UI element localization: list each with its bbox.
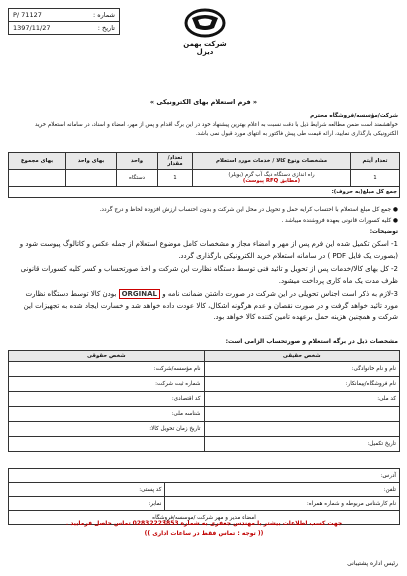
bullet-1-text: جمع کل مبلغ استعلام با احتساب کرایه حمل و تحویل در محل این شرکت و بدون احتساب ارزش افزوده لحاظ و درج گردد. xyxy=(99,207,392,213)
contact-table xyxy=(8,468,400,525)
table-row xyxy=(9,170,400,187)
field-full-name[interactable]: نام و نام خانوادگی: xyxy=(204,362,400,377)
field-completion-date[interactable]: تاریخ تکمیل: xyxy=(204,437,400,452)
footer-info xyxy=(10,520,398,527)
field-economic-code[interactable]: کد اقتصادی: xyxy=(9,392,205,407)
table-row xyxy=(9,483,400,497)
field-empty-3[interactable] xyxy=(9,437,205,452)
field-phone[interactable]: تلفن: xyxy=(165,483,400,497)
seller-header-row xyxy=(9,351,400,362)
col-total: بهای مجموع xyxy=(9,153,66,170)
field-fax[interactable]: نمابر: xyxy=(9,497,165,511)
col-qty: تعداد/مقدار xyxy=(158,153,193,170)
table-row xyxy=(9,422,400,437)
footer-phone: 02832223853 xyxy=(132,520,179,527)
note-1: 1- اسکن تکمیل شده این فرم پس از مهر و امضاء مجاز و مشخصات کامل موضوع استعلام از جمله عکس و کاتالوگ پیوست شود و (بصورت یک فایل PDF ) در سامانه استعلام خرید الکترونیکی بارگذاری گردد. xyxy=(19,240,398,260)
number-row xyxy=(9,9,119,21)
col-description: مشخصات ونوع کالا / خدمات مورد استعلام xyxy=(193,153,351,170)
table-row xyxy=(9,377,400,392)
form-title: « فرم استعلام بهای الکترونیکی » xyxy=(149,98,258,106)
col-index: تعداد آیتم xyxy=(351,153,400,170)
signer-title: رئیس اداره پشتیبانی xyxy=(347,560,398,567)
col-unit-price: بهای واحد xyxy=(66,153,117,170)
notes-block xyxy=(10,206,398,326)
table-row xyxy=(9,469,400,483)
field-registration-number[interactable]: شماره ثبت شرکت: xyxy=(9,377,205,392)
row-unit-price[interactable] xyxy=(66,170,117,187)
footer-info-prefix: جهت کسب اطلاعات بیشتر با مهندس جعفری به شماره xyxy=(180,520,343,527)
field-company-name[interactable]: نام مؤسسه/شرکت: xyxy=(9,362,205,377)
note-3-part-1: 3-لازم به ذکر است اجناس تحویلی در این شرکت در صورت داشتن ضمانت نامه و xyxy=(162,290,398,298)
row-description: راه اندازی دستگاه دیگ آب گرم (بویلر) xyxy=(228,172,315,178)
field-national-id[interactable]: شناسه ملی: xyxy=(9,407,205,422)
footer-block xyxy=(10,520,398,537)
number-value: P/ 71127 xyxy=(13,11,42,19)
col-unit: واحد xyxy=(117,153,158,170)
row-description-cell xyxy=(193,170,351,187)
field-empty-2[interactable] xyxy=(204,422,400,437)
bullet-1: ● جمع کل مبلغ استعلام با احتساب کرایه حمل و تحویل در محل این شرکت و بدون احتساب ارزش افزوده لحاظ و درج گردد. xyxy=(99,207,398,213)
date-value: 1397/11/27 xyxy=(13,24,51,32)
field-postal-code[interactable]: کد پستی: xyxy=(9,483,165,497)
row-unit: دستگاه xyxy=(117,170,158,187)
intro-block xyxy=(10,112,398,139)
total-row xyxy=(9,187,400,198)
footer-info-suffix: تماس حاصل فرمایید . xyxy=(65,520,131,527)
footer-note: (( توجه : تماس فقط در ساعات اداری )) xyxy=(144,530,264,537)
col-legal-person: شخص حقوقی xyxy=(9,351,205,362)
company-name: شرکت بهمن دیزل xyxy=(183,40,227,56)
row-rfq: (مطابق RFQ پیوست) xyxy=(242,178,301,184)
note-3 xyxy=(10,289,398,324)
table-row xyxy=(9,392,400,407)
note-2: 2- کل بهای کالا/خدمات پس از تحویل و تائید فنی توسط دستگاه نظارت این شرکت و اخذ صورتحساب و کسر کلیه کسورات قانونی ظرف مدت یک ماه کاری پرداخت میشود. xyxy=(20,265,398,285)
date-row xyxy=(9,21,119,34)
table-row xyxy=(9,407,400,422)
table-row xyxy=(9,362,400,377)
items-table xyxy=(8,152,400,198)
note-3-part-2: بودن کالا توسط دستگاه نظارت مورد تائید خواهد گرفت و در صورت نقصان و عدم هرگونه اشکال، کالا عودت داده خواهد شد و خسارت ایجاد شده به تجهیزات این شرکت و همچنین هزینه حمل برعهده تامین کننده کالا خواهد بود. xyxy=(23,290,398,321)
items-header-row xyxy=(9,153,400,170)
notes-title: توضیحات: xyxy=(369,229,398,235)
salutation: شرکت/مؤسسه/فروشگاه محترم xyxy=(310,113,398,119)
row-qty: 1 xyxy=(158,170,193,187)
field-national-code[interactable]: کد ملی: xyxy=(204,392,400,407)
bullet-2: ● کلیه کسورات قانونی بعهده فروشنده میباشد . xyxy=(281,218,398,224)
total-words-label[interactable]: جمع کل مبلغ(به حروف): xyxy=(9,187,400,198)
field-empty-1[interactable] xyxy=(204,407,400,422)
logo-emblem-icon xyxy=(184,8,226,38)
row-index: 1 xyxy=(351,170,400,187)
number-label: شماره : xyxy=(93,11,115,19)
date-label: تاریخ : xyxy=(97,24,115,32)
field-agent[interactable]: نام کارشناس مربوطه و شماره همراه: xyxy=(165,497,400,511)
col-real-person: شخص حقیقی xyxy=(204,351,400,362)
field-address[interactable]: آدرس: xyxy=(9,469,400,483)
field-delivery-date[interactable]: تاریخ زمان تحویل کالا: xyxy=(9,422,205,437)
intro-text: خواهشمند است ضمن مطالعه شرایط ذیل با دقت نسبت به اعلام بهترین پیشنهاد خود در این برگ اقدام و پس از مهر، امضاء و اسناد، در سامانه استعلام خرید الکترونیکی بارگذاری نمایید، ارائه قیمت طی پیش فاکتور به انتهای مورد قبول نمی باشد. xyxy=(35,122,398,137)
row-total[interactable] xyxy=(9,170,66,187)
table-row xyxy=(9,437,400,452)
original-highlight: ORGINAL xyxy=(119,289,160,299)
field-shop-name[interactable]: نام فروشگاه/پیمانکار: xyxy=(204,377,400,392)
seller-table xyxy=(8,350,400,452)
bullet-2-text: کلیه کسورات قانونی بعهده فروشنده میباشد . xyxy=(281,218,392,224)
seller-section-title: مشخصات ذیل در برگه استعلام و صورتحساب الزامی است: xyxy=(225,338,398,345)
table-row xyxy=(9,497,400,511)
field-signature[interactable]: امضاء مدیر و مهر شرکت /موسسه/فروشگاه xyxy=(9,511,400,525)
number-date-box xyxy=(8,8,120,35)
company-logo xyxy=(180,8,230,56)
